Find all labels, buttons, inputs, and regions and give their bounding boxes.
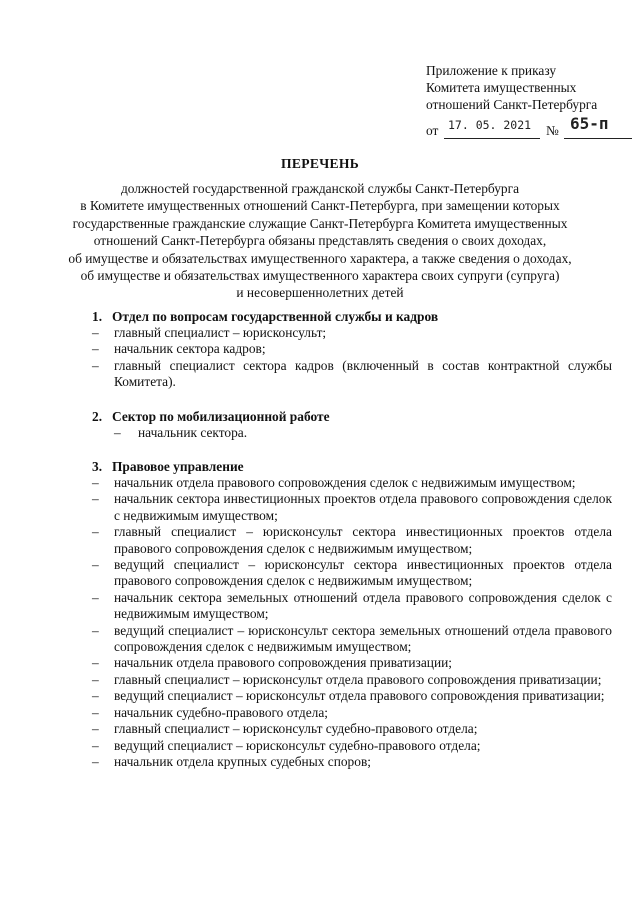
appendix-line: Приложение к приказу: [426, 63, 557, 78]
dash-bullet: –: [92, 688, 99, 704]
list-item: – главный специалист сектора кадров (включенный в состав контрактной службы Комитета).: [92, 357, 612, 390]
dash-bullet: –: [92, 341, 99, 357]
subtitle-line: в Комитете имущественных отношений Санкт-Петербурга, при замещении которых: [80, 198, 560, 214]
dash-bullet: –: [92, 475, 99, 490]
appendix-block: [426, 62, 626, 114]
dash-bullet: –: [92, 721, 99, 737]
list-item: – начальник отдела правового сопровождения сделок с недвижимым имуществом;: [92, 475, 576, 490]
section-heading: [92, 408, 612, 425]
subtitle-line: и несовершеннолетних детей: [236, 285, 404, 301]
order-reference: [426, 114, 636, 140]
section-number: 2.: [92, 409, 103, 424]
list-item: – начальник сектора инвестиционных проектов отдела правового сопровождения сделок с недвижимым имуществом;: [92, 491, 612, 523]
section-number: 3.: [92, 459, 103, 474]
list-item: – начальник сектора земельных отношений отдела правового сопровождения сделок с недвижимым имуществом;: [92, 589, 612, 622]
appendix-line: Комитета имущественных: [426, 80, 577, 96]
order-date: 17. 05. 2021: [448, 118, 532, 132]
list-item: – главный специалист – юрисконсульт судебно-правового отдела;: [92, 721, 478, 737]
order-number: 65-п: [570, 114, 609, 133]
subtitle-line: отношений Санкт-Петербурга обязаны представлять сведения о своих доходах,: [93, 233, 547, 249]
subtitle-line: об имуществе и обязательствах имущественного характера своих супруги (супруга): [80, 268, 560, 284]
list-item: – главный специалист – юрисконсульт;: [92, 325, 327, 340]
list-item: – ведущий специалист – юрисконсульт отдела правового сопровождения приватизации;: [92, 688, 605, 704]
subtitle-line: должностей государственной гражданской службы Санкт-Петербурга: [120, 181, 520, 196]
dash-bullet: –: [92, 357, 99, 373]
list-item: – ведущий специалист – юрисконсульт судебно-правового отдела;: [92, 737, 481, 753]
section-title: Отдел по вопросам государственной службы и кадров: [112, 309, 439, 324]
document-title: ПЕРЕЧЕНЬ: [280, 156, 359, 171]
section-heading: [92, 458, 612, 475]
order-prefix: от: [426, 123, 439, 138]
number-underline: [564, 138, 632, 139]
section-number: 1.: [92, 309, 103, 324]
section-legal-department: [92, 458, 612, 770]
dash-bullet: –: [92, 671, 99, 687]
dash-bullet: –: [92, 622, 99, 638]
subtitle-line: об имуществе и обязательствах имущественного характера, а также сведения о доходах,: [68, 250, 572, 266]
list-item: – ведущий специалист – юрисконсульт сектора земельных отношений отдела правового сопровождения сделок с недвижимым имуществом;: [92, 622, 612, 655]
date-underline: [444, 138, 540, 139]
dash-bullet: –: [114, 425, 121, 440]
section-hr-department: [92, 308, 612, 391]
section-title: Сектор по мобилизационной работе: [112, 409, 330, 424]
appendix-line: отношений Санкт-Петербурга: [426, 97, 598, 113]
subtitle-line: государственные гражданские служащие Санкт-Петербурга Комитета имущественных: [72, 215, 568, 231]
dash-bullet: –: [92, 491, 99, 507]
list-item: – начальник сектора кадров;: [92, 341, 266, 357]
dash-bullet: –: [92, 704, 99, 720]
section-mobilization: [92, 408, 612, 441]
list-item: – начальник отдела правового сопровождения приватизации;: [92, 655, 453, 671]
list-item: – ведущий специалист – юрисконсульт сектора инвестиционных проектов отдела правового сопровождения сделок с недвижимым имуществом;: [92, 557, 612, 589]
list-item: – начальник отдела крупных судебных споров;: [92, 753, 371, 769]
dash-bullet: –: [92, 557, 99, 573]
dash-bullet: –: [92, 655, 99, 671]
dash-bullet: –: [92, 737, 99, 753]
dash-bullet: –: [92, 753, 99, 769]
section-heading: [92, 308, 612, 325]
section-title: Правовое управление: [112, 459, 244, 474]
dash-bullet: –: [92, 589, 99, 605]
number-sign: №: [546, 123, 559, 138]
list-item: – начальник судебно-правового отдела;: [92, 704, 329, 720]
list-item: – главный специалист – юрисконсульт сектора инвестиционных проектов отдела правового сопровождения сделок с недвижимым имуществом;: [92, 524, 612, 556]
dash-bullet: –: [92, 524, 99, 540]
list-item: – начальник сектора.: [114, 425, 248, 440]
list-item: – главный специалист – юрисконсульт отдела правового сопровождения приватизации;: [92, 671, 602, 687]
document-subtitle: [60, 180, 580, 302]
dash-bullet: –: [92, 325, 99, 340]
